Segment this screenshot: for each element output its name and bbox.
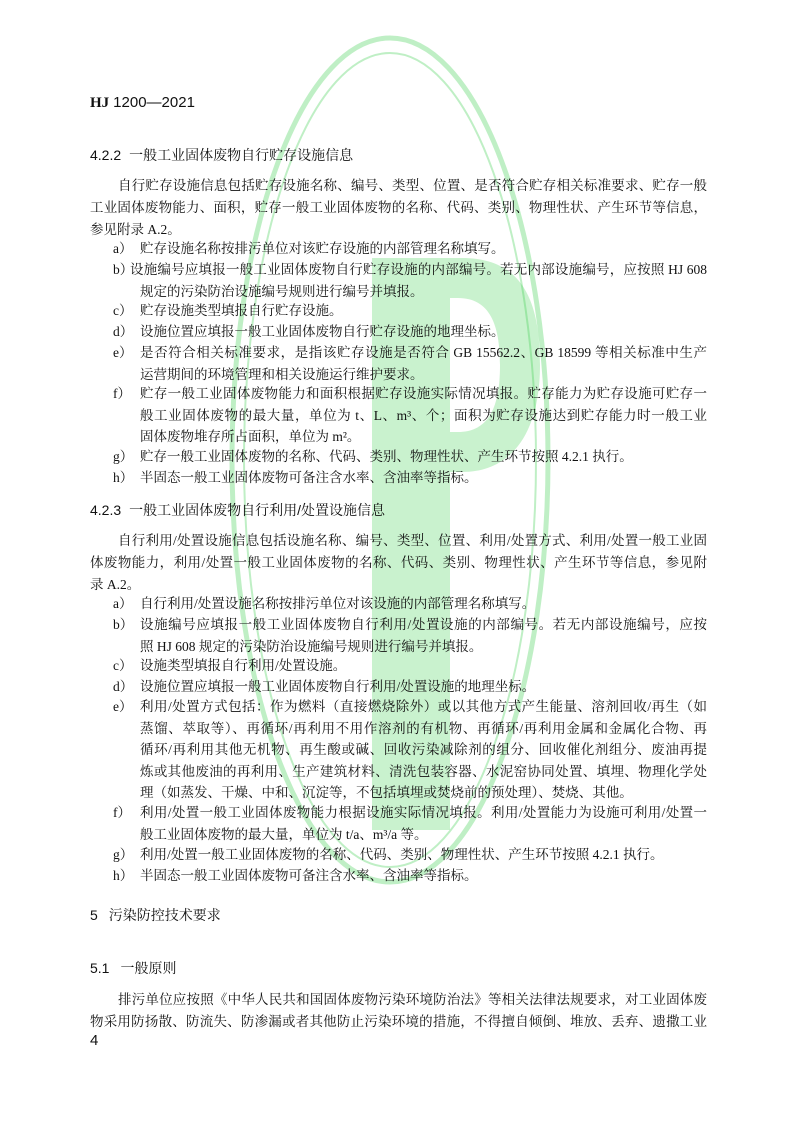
list-item-a — [113, 593, 707, 615]
list-item-line: 是否符合相关标准要求，是指该贮存设施是否符合 GB 15562.2、GB 18599 等相关标准中生产 — [140, 345, 707, 360]
list-item-b — [113, 259, 707, 302]
list-marker: d） — [113, 679, 134, 694]
section-4-2-3-paragraph — [90, 530, 707, 596]
list-marker: e） — [113, 699, 133, 714]
paragraph-line: 自行贮存设施信息包括贮存设施名称、编号、类型、位置、是否符合贮存相关标准要求、贮存一般 — [118, 178, 707, 193]
list-item-e — [113, 696, 707, 804]
list-item-line: 贮存设施名称按排污单位对该贮存设施的内部管理名称填写。 — [140, 241, 505, 256]
section-4-2-2-paragraph — [90, 175, 707, 241]
list-item-line: 设施编号应填报一般工业固体废物自行贮存设施的内部编号。若无内部设施编号，应按照 HJ 608 — [130, 262, 707, 277]
standard-number: 1200—2021 — [113, 94, 195, 111]
paragraph-line: 参见附录 A.2。 — [90, 222, 181, 237]
section-title: 一般原则 — [120, 960, 177, 976]
section-number: 5.1 — [90, 960, 110, 976]
list-item-line: 自行利用/处置设施名称按排污单位对该设施的内部管理名称填写。 — [140, 596, 536, 611]
list-item-line: 半固态一般工业固体废物可备注含水率、含油率等指标。 — [140, 470, 478, 485]
list-item-c — [113, 300, 707, 322]
list-item-line: 循环/再利用其他无机物、再生酸或碱、回收污染减除剂的组分、回收催化剂组分、废油再提 — [140, 742, 707, 757]
list-item-line: 蒸馏、萃取等）、再循环/再利用不用作溶剂的有机物、再循环/再利用金属和金属化合物、再 — [140, 720, 707, 736]
section-number: 4.2.2 — [90, 147, 122, 163]
list-marker: c） — [113, 658, 133, 673]
section-number: 5 — [90, 907, 98, 923]
list-item-line: 般工业固体废物的最大量，单位为 t/a、m³/a 等。 — [140, 826, 428, 842]
list-marker: e） — [113, 345, 133, 360]
list-item-line: 运营期间的环境管理和相关设施运行维护要求。 — [140, 366, 424, 382]
section-title: 一般工业固体废物自行利用/处置设施信息 — [129, 502, 386, 518]
section-title: 一般工业固体废物自行贮存设施信息 — [129, 147, 354, 163]
list-marker: f） — [113, 386, 131, 401]
list-item-line: 利用/处置一般工业固体废物的名称、代码、类别、物理性状、产生环节按照 4.2.1 执行。 — [140, 847, 664, 862]
list-marker: d） — [113, 324, 134, 339]
paragraph-line: 排污单位应按照《中华人民共和国固体废物污染环境防治法》等相关法律法规要求，对工业固体废 — [118, 992, 707, 1007]
list-item-line: 贮存一般工业固体废物能力和面积根据贮存设施实际情况填报。贮存能力为贮存设施可贮存一 — [140, 386, 707, 401]
standard-code: HJ — [90, 95, 110, 111]
list-item-line: 固体废物堆存所占面积，单位为 m²。 — [140, 429, 361, 444]
list-item-line: 半固态一般工业固体废物可备注含水率、含油率等指标。 — [140, 868, 478, 883]
paragraph-line: 录 A.2。 — [90, 577, 141, 592]
list-item-g — [113, 844, 707, 866]
list-marker: g） — [113, 847, 134, 862]
list-item-line: 般工业固体废物的最大量，单位为 t、L、m³、个；面积为贮存设施达到贮存能力时一般工业 — [140, 407, 707, 423]
list-item-line: 照 HJ 608 规定的污染防治设施编号规则进行编号并填报。 — [140, 638, 483, 654]
list-item-line: 炼或其他废油的再利用、生产建筑材料、清洗包装容器、水泥窑协同处置、填埋、物理化学处 — [140, 763, 707, 779]
list-marker: f） — [113, 805, 131, 820]
list-item-f — [113, 383, 707, 448]
list-item-a — [113, 238, 707, 260]
list-item-line: 利用/处置方式包括：作为燃料（直接燃烧除外）或以其他方式产生能量、溶剂回收/再生（如 — [140, 699, 707, 714]
list-item-h — [113, 865, 707, 887]
list-item-c — [113, 655, 707, 677]
list-item-f — [113, 802, 707, 845]
list-marker: a） — [113, 241, 133, 256]
list-item-line: 设施位置应填报一般工业固体废物自行利用/处置设施的地理坐标。 — [140, 679, 536, 694]
list-item-e — [113, 342, 707, 385]
paragraph-line: 自行利用/处置设施信息包括设施名称、编号、类型、位置、利用/处置方式、利用/处置一般工业固 — [118, 533, 707, 548]
list-item-line: 利用/处置一般工业固体废物能力根据设施实际情况填报。利用/处置能力为设施可利用/处置一 — [140, 805, 707, 820]
list-item-line: 理（如蒸发、干燥、中和、沉淀等，不包括填埋或焚烧前的预处理）、焚烧、其他。 — [140, 785, 633, 800]
list-item-d — [113, 676, 707, 698]
section-4-2-3-heading — [90, 500, 385, 520]
list-marker: h） — [113, 868, 134, 883]
list-marker: c） — [113, 303, 133, 318]
list-item-line: 设施类型填报自行利用/处置设施。 — [140, 658, 347, 673]
section-4-2-2-heading — [90, 145, 353, 165]
list-item-h — [113, 467, 707, 489]
list-item-line: 设施位置应填报一般工业固体废物自行贮存设施的地理坐标。 — [140, 324, 505, 339]
list-marker: b） — [113, 262, 134, 277]
list-marker: h） — [113, 470, 134, 485]
list-marker: a） — [113, 596, 133, 611]
paragraph-line: 体废物能力，利用/处置一般工业固体废物的名称、代码、类别、物理性状、产生环节等信息，参见附 — [90, 555, 707, 570]
section-5-1-heading — [90, 958, 176, 978]
list-marker: b） — [113, 617, 134, 632]
list-item-line: 规定的污染防治设施编号规则进行编号并填报。 — [140, 283, 424, 299]
list-marker: g） — [113, 449, 134, 464]
page-number: 4 — [90, 1032, 99, 1049]
section-number: 4.2.3 — [90, 502, 122, 518]
section-5-1-paragraph — [90, 989, 707, 1033]
list-item-line: 贮存设施类型填报自行贮存设施。 — [140, 303, 343, 318]
list-item-d — [113, 321, 707, 343]
section-5-heading — [90, 905, 221, 925]
list-item-line: 设施编号应填报一般工业固体废物自行利用/处置设施的内部编号。若无内部设施编号，应按 — [140, 617, 707, 632]
paragraph-line: 物采用防扬散、防流失、防渗漏或者其他防止污染环境的措施，不得擅自倾倒、堆放、丢弃、遗撒工业 — [90, 1014, 707, 1029]
list-item-line: 贮存一般工业固体废物的名称、代码、类别、物理性状、产生环节按照 4.2.1 执行。 — [140, 449, 633, 464]
list-item-b — [113, 614, 707, 657]
paragraph-line: 工业固体废物能力、面积，贮存一般工业固体废物的名称、代码、类别、物理性状、产生环节等信息， — [90, 200, 707, 215]
running-header — [90, 93, 195, 113]
list-item-g — [113, 446, 707, 468]
section-title: 污染防控技术要求 — [108, 907, 221, 923]
